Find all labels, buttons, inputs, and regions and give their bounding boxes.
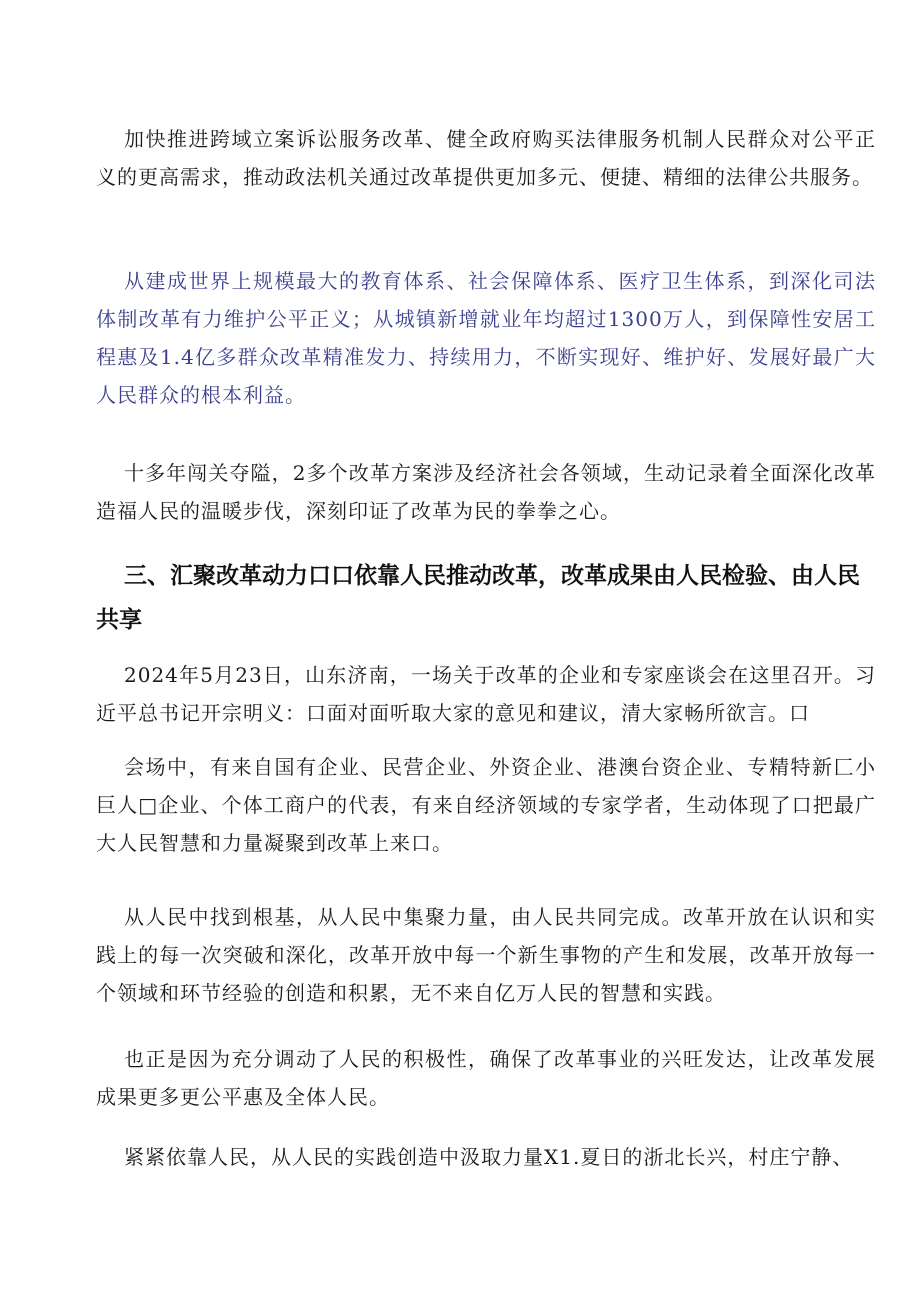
paragraph-achievements: 从建成世界上规模最大的教育体系、社会保障体系、医疗卫生体系，到深化司法体制改革有力维护公平正义；从城镇新增就业年均超过1300万人，到保障性安居工程惠及1.4亿多群众改革精准发力、持续用力，不断实现好、维护好、发展好最广大人民群众的根本利益。	[96, 269, 876, 407]
paragraph-legal-services: 加快推进跨域立案诉讼服务改革、健全政府购买法律服务机制人民群众对公平正义的更高需求，推动政法机关通过改革提供更加多元、便捷、精细的法律公共服务。	[96, 127, 876, 189]
paragraph-venue: 会场中，有来自国有企业、民营企业、外资企业、港澳台资企业、专精特新匚小巨人□企业、个体工商户的代表，有来自经济领域的专家学者，生动体现了口把最广大人民智慧和力量凝聚到改革上来口。	[96, 755, 876, 855]
paragraph-rely-on-people: 紧紧依靠人民，从人民的实践创造中汲取力量X1.夏日的浙北长兴，村庄宁静、	[124, 1145, 854, 1169]
paragraph-enthusiasm: 也正是因为充分调动了人民的积极性，确保了改革事业的兴旺发达，让改革发展成果更多更公平惠及全体人民。	[96, 1047, 876, 1109]
paragraph-reform-decade: 十多年闯关夺隘，2多个改革方案涉及经济社会各领域，生动记录着全面深化改革造福人民的温暖步伐，深刻印证了改革为民的拳拳之心。	[96, 461, 876, 523]
paragraph-people-foundation: 从人民中找到根基，从人民中集聚力量，由人民共同完成。改革开放在认识和实践上的每一次突破和深化，改革开放中每一个新生事物的产生和发展，改革开放每一个领域和环节经验的创造和积累，无不来自亿万人民的智慧和实践。	[96, 905, 876, 1005]
paragraph-symposium: 2024年5月23日，山东济南，一场关于改革的企业和专家座谈会在这里召开。习近平总书记开宗明义：口面对面听取大家的意见和建议，清大家畅所欲言。口	[96, 663, 876, 725]
section-heading-three: 三、汇聚改革动力口口依靠人民推动改革，改革成果由人民检验、由人民共享	[96, 563, 860, 633]
